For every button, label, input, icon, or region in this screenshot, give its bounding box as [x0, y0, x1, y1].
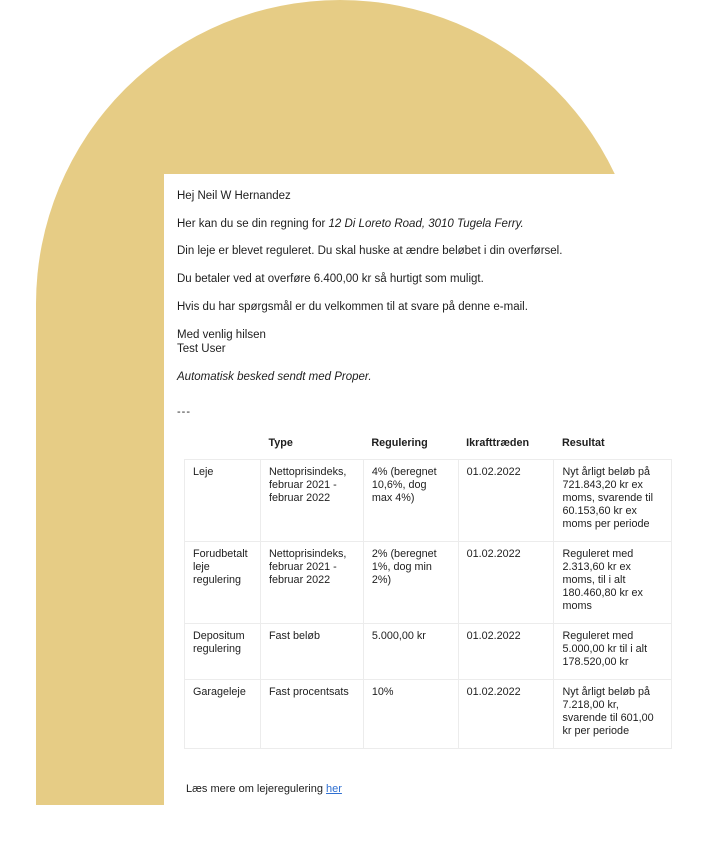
header-result: Resultat: [561, 437, 605, 449]
header-name: [185, 432, 261, 460]
row-type: Fast beløb: [260, 624, 363, 680]
read-more-text: Læs mere om lejeregulering: [186, 783, 327, 795]
questions-line: Hvis du har spørgsmål er du velkommen til at svare på denne e-mail.: [177, 301, 528, 313]
invoice-prefix: Her kan du se din regning for: [177, 218, 329, 230]
table-row: [185, 542, 672, 624]
separator: ---: [177, 406, 191, 418]
row-result: Reguleret med 2.313,60 kr ex moms, til i alt 180.460,80 kr ex moms: [554, 542, 672, 624]
row-name: Garageleje: [185, 680, 261, 749]
table-header-row: [185, 432, 672, 460]
row-name: Leje: [185, 460, 261, 542]
row-regulation: 4% (beregnet 10,6%, dog max 4%): [363, 460, 458, 542]
row-type: Fast procentsats: [260, 680, 363, 749]
table-row: [185, 680, 672, 749]
row-result: Reguleret med 5.000,00 kr til i alt 178.520,00 kr: [554, 624, 672, 680]
row-name: Depositum regulering: [185, 624, 261, 680]
row-result: Nyt årligt beløb på 7.218,00 kr, svarende til 601,00 kr per periode: [554, 680, 672, 749]
row-effective: 01.02.2022: [458, 624, 554, 680]
row-type: Nettoprisindeks, februar 2021 - februar 2022: [260, 460, 363, 542]
closing: Med venlig hilsen: [177, 329, 266, 341]
auto-note-text: Automatisk besked sendt med Proper.: [177, 371, 372, 383]
property-address: 12 Di Loreto Road, 3010 Tugela Ferry.: [328, 218, 524, 230]
header-effective: Ikrafttræden: [466, 437, 530, 449]
table-row: [185, 460, 672, 542]
row-regulation: 5.000,00 kr: [363, 624, 458, 680]
sender-name: Test User: [177, 343, 226, 355]
greeting: Hej Neil W Hernandez: [177, 190, 291, 202]
payment-line: Du betaler ved at overføre 6.400,00 kr så hurtigt som muligt.: [177, 273, 484, 285]
regulation-table: [184, 432, 672, 749]
read-more-line: [186, 782, 342, 796]
row-regulation: 2% (beregnet 1%, dog min 2%): [363, 542, 458, 624]
header-type: Type: [268, 437, 293, 449]
email-card: [164, 174, 686, 805]
row-regulation: 10%: [363, 680, 458, 749]
table-row: [185, 624, 672, 680]
invoice-line: [177, 217, 524, 231]
row-effective: 01.02.2022: [458, 542, 554, 624]
auto-note: [177, 370, 372, 384]
row-result: Nyt årligt beløb på 721.843,20 kr ex moms, svarende til 60.153,60 kr ex moms per periode: [554, 460, 672, 542]
regulated-line: Din leje er blevet reguleret. Du skal huske at ændre beløbet i din overførsel.: [177, 245, 563, 257]
row-name: Forudbetalt leje regulering: [185, 542, 261, 624]
read-more-link[interactable]: her: [326, 783, 342, 795]
row-type: Nettoprisindeks, februar 2021 - februar 2022: [260, 542, 363, 624]
header-regulation: Regulering: [371, 437, 428, 449]
row-effective: 01.02.2022: [458, 680, 554, 749]
row-effective: 01.02.2022: [458, 460, 554, 542]
